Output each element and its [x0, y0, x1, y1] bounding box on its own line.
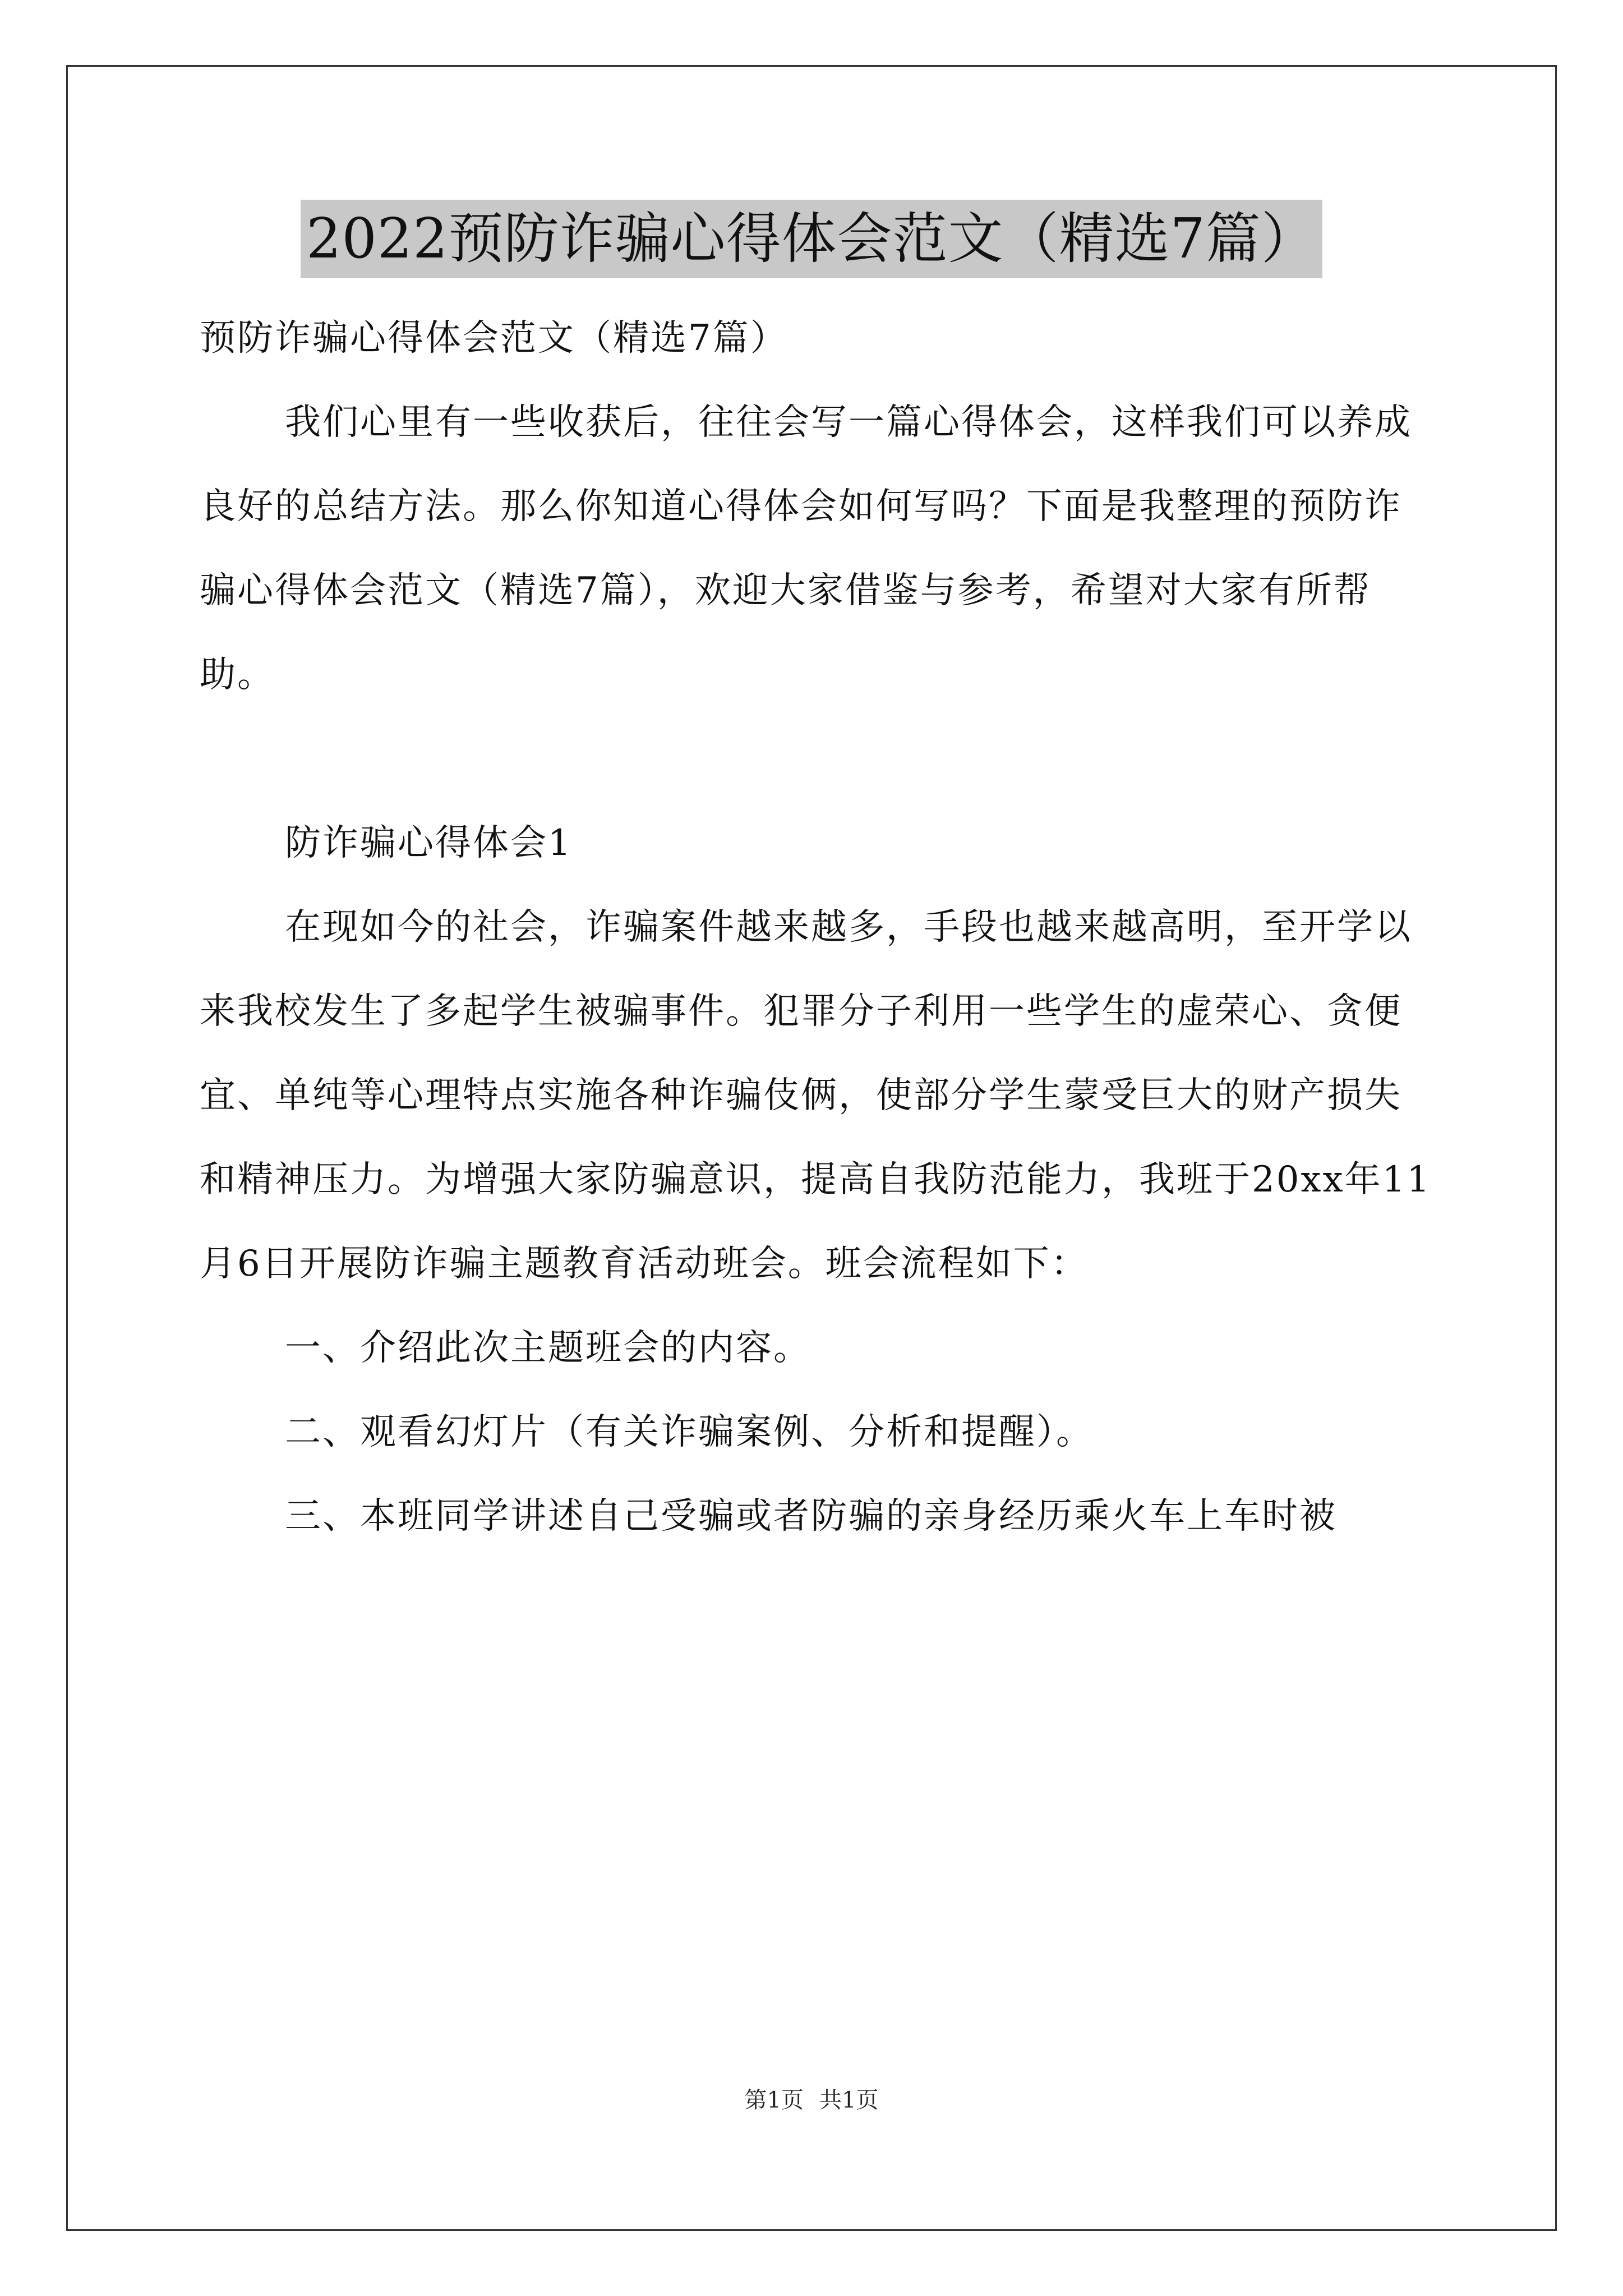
- list-item: 一、介绍此次主题班会的内容。: [285, 1327, 811, 1369]
- list-item: 三、本班同学讲述自己受骗或者防骗的亲身经历乘火车上车时被: [285, 1496, 1337, 1537]
- title-wrap: [0, 200, 1623, 278]
- page-footer: [0, 2082, 1623, 2114]
- section-paragraph: 在现如今的社会，诈骗案件越来越多，手段也越来越高明，至开学以来我校发生了多起学生被骗事件。犯罪分子利用一些学生的虚荣心、贪便宜、单纯等心理特点实施各种诈骗伎俩，使部分学生蒙受巨大的财产损失和精神压力。为增强大家防骗意识，提高自我防范能力，我班于20xx年11月6日开展防诈骗主题教育活动班会。班会流程如下：: [200, 907, 1432, 1285]
- list-item: 二、观看幻灯片（有关诈骗案例、分析和提醒）。: [285, 1411, 1094, 1453]
- document-title: 2022预防诈骗心得体会范文（精选7篇）: [301, 200, 1322, 278]
- subtitle: 预防诈骗心得体会范文（精选7篇）: [200, 318, 788, 359]
- page-total: 共1页: [819, 2087, 879, 2113]
- blank-line: [200, 717, 1433, 801]
- page-number: 第1页: [744, 2087, 804, 2113]
- document-body: [200, 296, 1433, 1558]
- section-heading: 防诈骗心得体会1: [285, 822, 573, 864]
- intro-paragraph: 我们心里有一些收获后，往往会写一篇心得体会，这样我们可以养成良好的总结方法。那么你知道心得体会如何写吗？下面是我整理的预防诈骗心得体会范文（精选7篇），欢迎大家借鉴与参考，希望对大家有所帮助。: [200, 402, 1412, 696]
